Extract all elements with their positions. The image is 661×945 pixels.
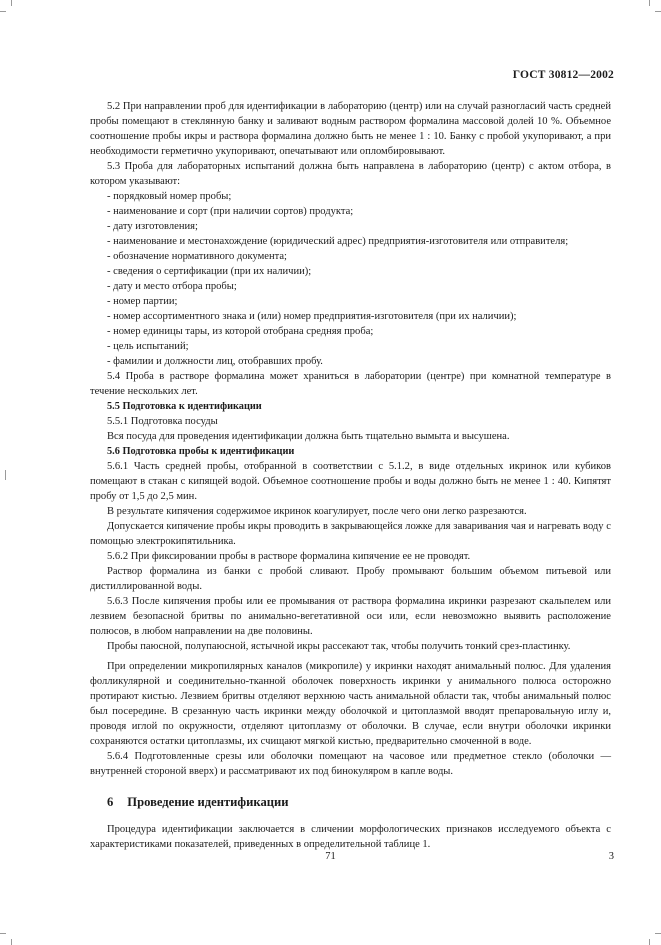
document-body <box>90 99 611 852</box>
paragraph-6: Процедура идентификации заключается в сличении морфологических признаков исследуемого объекта с характеристиками показателей, приведенных в определительной таблице 1. <box>90 824 611 850</box>
paragraph-5-6-1: 5.6.1 Часть средней пробы, отобранной в соответствии с 5.1.2, в виде отдельных икринок или кубиков помещают в стакан с кипящей водой. Объемное соотношение пробы и воды должно быть не менее 1 : 40. Кипятят пробу от 1,5 до 2,5 мин. <box>90 461 611 502</box>
list-item: - обозначение нормативного документа; <box>107 251 287 262</box>
paragraph-5-3: 5.3 Проба для лабораторных испытаний должна быть направлена в лабораторию (центр) с актом отбора, в котором указывают: <box>90 161 611 187</box>
crop-mark-bottom-left-v <box>11 939 12 945</box>
paragraph-5-6-2: 5.6.2 При фиксировании пробы в растворе формалина кипячение ее не проводят. <box>107 551 471 562</box>
list-item: - порядковый номер пробы; <box>107 191 232 202</box>
list-item: - наименование и местонахождение (юридический адрес) предприятия-изготовителя или отправителя; <box>107 236 569 247</box>
section-number: 6 <box>107 795 114 809</box>
paragraph-tea-spoon: Допускается кипячение пробы икры проводить в закрывающейся ложке для заваривания чая и нагревать воду с помощью электрокипятильника. <box>90 521 611 547</box>
list-item: - фамилии и должности лиц, отобравших пробу. <box>107 356 323 367</box>
crop-mark-bottom-right-h <box>655 933 661 934</box>
list-item: - номер партии; <box>107 296 178 307</box>
list-item: - сведения о сертификации (при их наличии); <box>107 266 312 277</box>
crop-mark-left-side <box>5 470 6 480</box>
list-item: - дату и место отбора пробы; <box>107 281 237 292</box>
crop-mark-top-left-v <box>11 0 12 6</box>
list-item: - номер единицы тары, из которой отобрана средняя проба; <box>107 326 374 337</box>
crop-mark-top-left-h <box>0 11 6 12</box>
sampling-act-list <box>90 189 611 369</box>
paragraph-5-5-1-text: Вся посуда для проведения идентификации должна быть тщательно вымыта и высушена. <box>107 431 510 442</box>
section-6-heading <box>90 794 611 810</box>
crop-mark-bottom-right-v <box>649 939 650 945</box>
paragraph-micropyle: При определении микропилярных каналов (микропиле) у икринки находят анимальный полюс. Для удаления фолликулярной и соединительно-тканной оболочек поверхность икринки у анимального полюса осторожно протирают кистью. Лезвием бритвы отделяют верхнюю часть анимальной области так, чтобы анимальный полюс был посередине. В срезанную часть икринки между оболочкой и цитоплазмой вводят препаровальную иглу и, проводя иглой по окружности, отделяют цитоплазму от оболочки. В случае, если внутри оболочки икринки сохраняются остатки цитоплазмы, их счищают мягкой кистью, предварительно смоченной в воде. <box>90 661 611 747</box>
paragraph-5-6-4: 5.6.4 Подготовленные срезы или оболочки помещают на часовое или предметное стекло (оболочки — внутренней стороной вверх) и рассматривают их под бинокуляром в капле воды. <box>90 751 611 777</box>
crop-mark-bottom-left-h <box>0 933 6 934</box>
list-item: - цель испытаний; <box>107 341 189 352</box>
paragraph-5-4: 5.4 Проба в растворе формалина может храниться в лаборатории (центре) при комнатной температуре в течение нескольких лет. <box>90 371 611 397</box>
list-item: - наименование и сорт (при наличии сортов) продукта; <box>107 206 354 217</box>
heading-5-5: 5.5 Подготовка к идентификации <box>107 401 262 412</box>
paragraph-formalin-rinse: Раствор формалина из банки с пробой сливают. Пробу промывают большим объемом питьевой или дистиллированной воды. <box>90 566 611 592</box>
paragraph-5-2: 5.2 При направлении проб для идентификации в лабораторию (центр) или на случай разногласий часть средней пробы помещают в стеклянную банку и заливают водным раствором формалина массовой долей 10 %. Объемное соотношение пробы икры и раствора формалина должно быть не менее 1 : 10. Банку с пробой укупоривают, а при необходимости герметично укупоривают, опечатывают или опломбировывают. <box>90 101 611 157</box>
paragraph-pressed-caviar: Пробы паюсной, полупаюсной, ястычной икры рассекают так, чтобы получить тонкий срез-пластинку. <box>107 641 571 652</box>
section-title: Проведение идентификации <box>127 795 289 809</box>
heading-5-6: 5.6 Подготовка пробы к идентификации <box>107 446 295 457</box>
page-number-center: 71 <box>325 851 336 862</box>
paragraph-coagulation: В результате кипячения содержимое икринок коагулирует, после чего они легко разрезаются. <box>107 506 527 517</box>
paragraph-5-5-1: 5.5.1 Подготовка посуды <box>107 416 218 427</box>
paragraph-5-6-3: 5.6.3 После кипячения пробы или ее промывания от раствора формалина икринки разрезают скальпелем или лезвием безопасной бритвы по анимально-вегетативной оси или, если невозможно выявить расположение полюсов, в любом направлении на две половины. <box>90 596 611 637</box>
crop-mark-top-right-h <box>655 11 661 12</box>
list-item: - дату изготовления; <box>107 221 198 232</box>
crop-mark-top-right-v <box>649 0 650 6</box>
list-item: - номер ассортиментного знака и (или) номер предприятия-изготовителя (при их наличии); <box>107 311 517 322</box>
page-number-right: 3 <box>608 851 614 862</box>
standard-number: ГОСТ 30812—2002 <box>512 69 614 81</box>
